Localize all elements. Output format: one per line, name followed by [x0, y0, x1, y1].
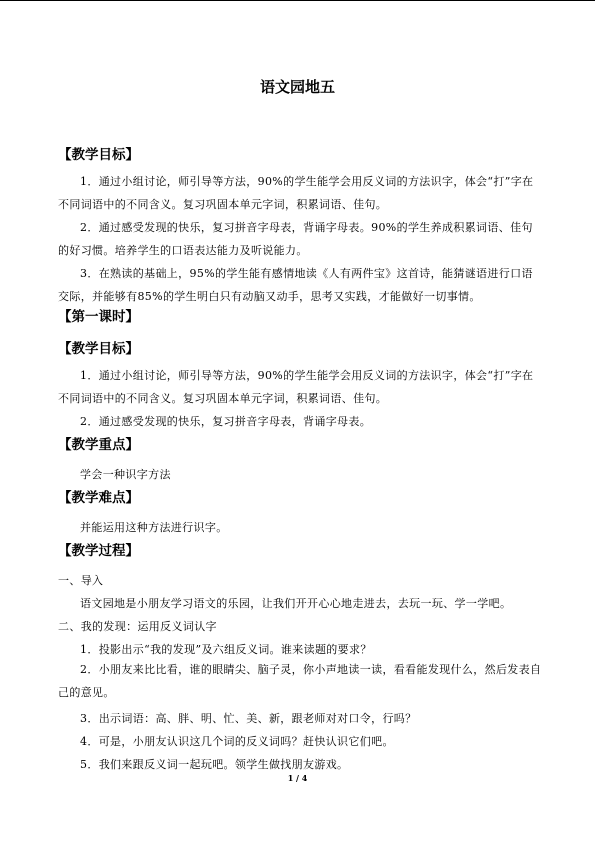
difficulty-text: 并能运用这种方法进行识字。	[80, 521, 228, 534]
process-part-1-text: 语文园地是小朋友学习语文的乐园，让我们开开心心地走进去，去玩一玩、学一学吧。	[80, 597, 512, 610]
heading-goals: 【教学目标】	[58, 147, 139, 163]
process-step-1: 1．投影出示“我的发现”及六组反义词。谁来读题的要求？	[80, 643, 372, 656]
lesson-goal-item-1: 1．通过小组讨论，师引导等方法，90%的学生能学会用反义词的方法识字，体会“打”字在不同词语中的不同含义。复习巩固本单元字词，积累词语、佳句。	[58, 369, 534, 406]
heading-lesson-one: 【第一课时】	[58, 309, 139, 325]
process-part-2-title: 二、我的发现：运用反义词认字	[58, 620, 217, 633]
lesson-goal-item-2: 2．通过感受发现的快乐，复习拼音字母表，背诵字母表。	[80, 415, 372, 428]
heading-difficulty: 【教学难点】	[58, 490, 139, 506]
process-step-2: 2．小朋友来比比看，谁的眼睛尖、脑子灵，你小声地读一读，看看能发现什么，然后发表自己的意见。	[58, 663, 542, 700]
goal-item-3: 3．在熟读的基础上，95%的学生能有感情地读《人有两件宝》这首诗，能猜谜语进行口语交际，并能够有85%的学生明白只有动脑又动手，思考又实践，才能做好一切事情。	[58, 267, 533, 304]
process-step-4: 4．可是，小朋友认识这几个词的反义词吗？赶快认识它们吧。	[80, 735, 394, 748]
heading-goals-lesson: 【教学目标】	[58, 341, 139, 357]
top-rule	[0, 0, 595, 1]
goal-item-1: 1．通过小组讨论，师引导等方法，90%的学生能学会用反义词的方法识字，体会“打”字在不同词语中的不同含义。复习巩固本单元字词，积累词语、佳句。	[58, 175, 534, 212]
goal-item-2: 2．通过感受发现的快乐，复习拼音字母表，背诵字母表。90%的学生养成积累词语、佳句的好习惯。培养学生的口语表达能力及听说能力。	[58, 221, 533, 258]
process-part-1-title: 一、导入	[58, 574, 104, 587]
page-title: 语文园地五	[259, 78, 335, 96]
process-step-5: 5．我们来跟反义词一起玩吧。领学生做找朋友游戏。	[80, 758, 349, 771]
process-step-3: 3．出示词语：高、胖、明、忙、美、新，跟老师对对口令，行吗？	[80, 712, 417, 725]
heading-process: 【教学过程】	[58, 543, 139, 559]
keypoint-text: 学会一种识字方法	[80, 468, 171, 481]
page-number: 1 / 4	[287, 773, 308, 783]
heading-keypoint: 【教学重点】	[58, 437, 139, 453]
